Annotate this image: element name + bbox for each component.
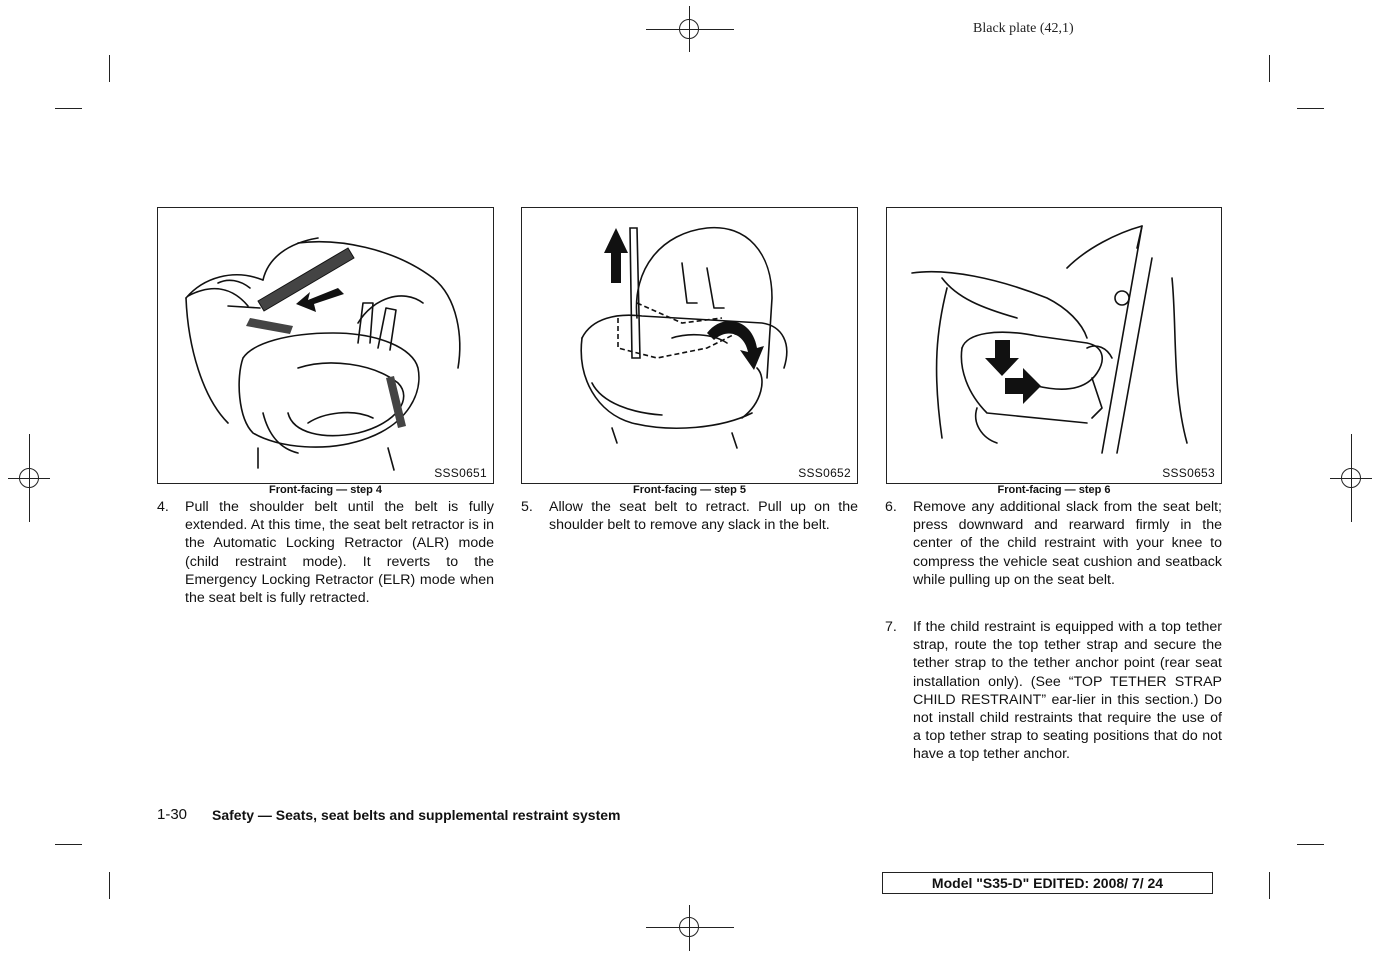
section-title: Safety — Seats, seat belts and supplemental restraint system — [212, 807, 621, 823]
step-4 — [157, 498, 494, 607]
step-number: 6. — [885, 499, 897, 515]
step-6 — [885, 498, 1222, 589]
step-number: 5. — [521, 499, 533, 515]
figure-step-5 — [521, 207, 858, 484]
step-text: If the child restraint is equipped with a top tether strap, route the top tether strap and secure the tether strap to the tether anchor point (rear seat installation only). (See “TOP TETHER STRAP CHILD RESTRAINT” ear-lier in this section.) Do not install child restraints that require the use of a top tether strap to seating positions that do not have a top tether anchor. — [913, 619, 1222, 763]
step-number: 4. — [157, 499, 169, 515]
figure-caption: Front-facing — step 6 — [997, 484, 1111, 496]
figure-step-4 — [157, 207, 494, 484]
illustration-belt-retract — [522, 208, 859, 485]
step-text: Remove any additional slack from the seat belt; press downward and rearward firmly in the center of the child restraint with your knee to compress the vehicle seat cushion and seatback while pulling up on the seat belt. — [913, 499, 1222, 588]
illustration-press-seat — [887, 208, 1223, 485]
figure-id: SSS0653 — [1162, 466, 1215, 480]
figure-caption: Front-facing — step 5 — [632, 484, 747, 496]
step-text: Pull the shoulder belt until the belt is fully extended. At this time, the seat belt retractor is in the Automatic Locking Retractor (ALR) mode (child restraint mode). It reverts to the Emergency Locking Retractor (ELR) mode when the seat belt is fully retracted. — [185, 499, 494, 607]
plate-label: Black plate (42,1) — [973, 21, 1074, 36]
step-number: 7. — [885, 619, 897, 635]
figure-id: SSS0652 — [798, 466, 851, 480]
step-7 — [885, 618, 1222, 764]
figure-id: SSS0651 — [434, 466, 487, 480]
figure-step-6 — [886, 207, 1222, 484]
page-number: 1-30 — [157, 806, 188, 823]
step-5 — [521, 498, 858, 534]
figure-caption: Front-facing — step 4 — [268, 484, 383, 496]
illustration-shoulder-belt-pull — [158, 208, 495, 485]
step-text: Allow the seat belt to retract. Pull up on the shoulder belt to remove any slack in the belt. — [549, 499, 858, 534]
model-edited-box: Model "S35-D" EDITED: 2008/ 7/ 24 — [882, 872, 1213, 894]
